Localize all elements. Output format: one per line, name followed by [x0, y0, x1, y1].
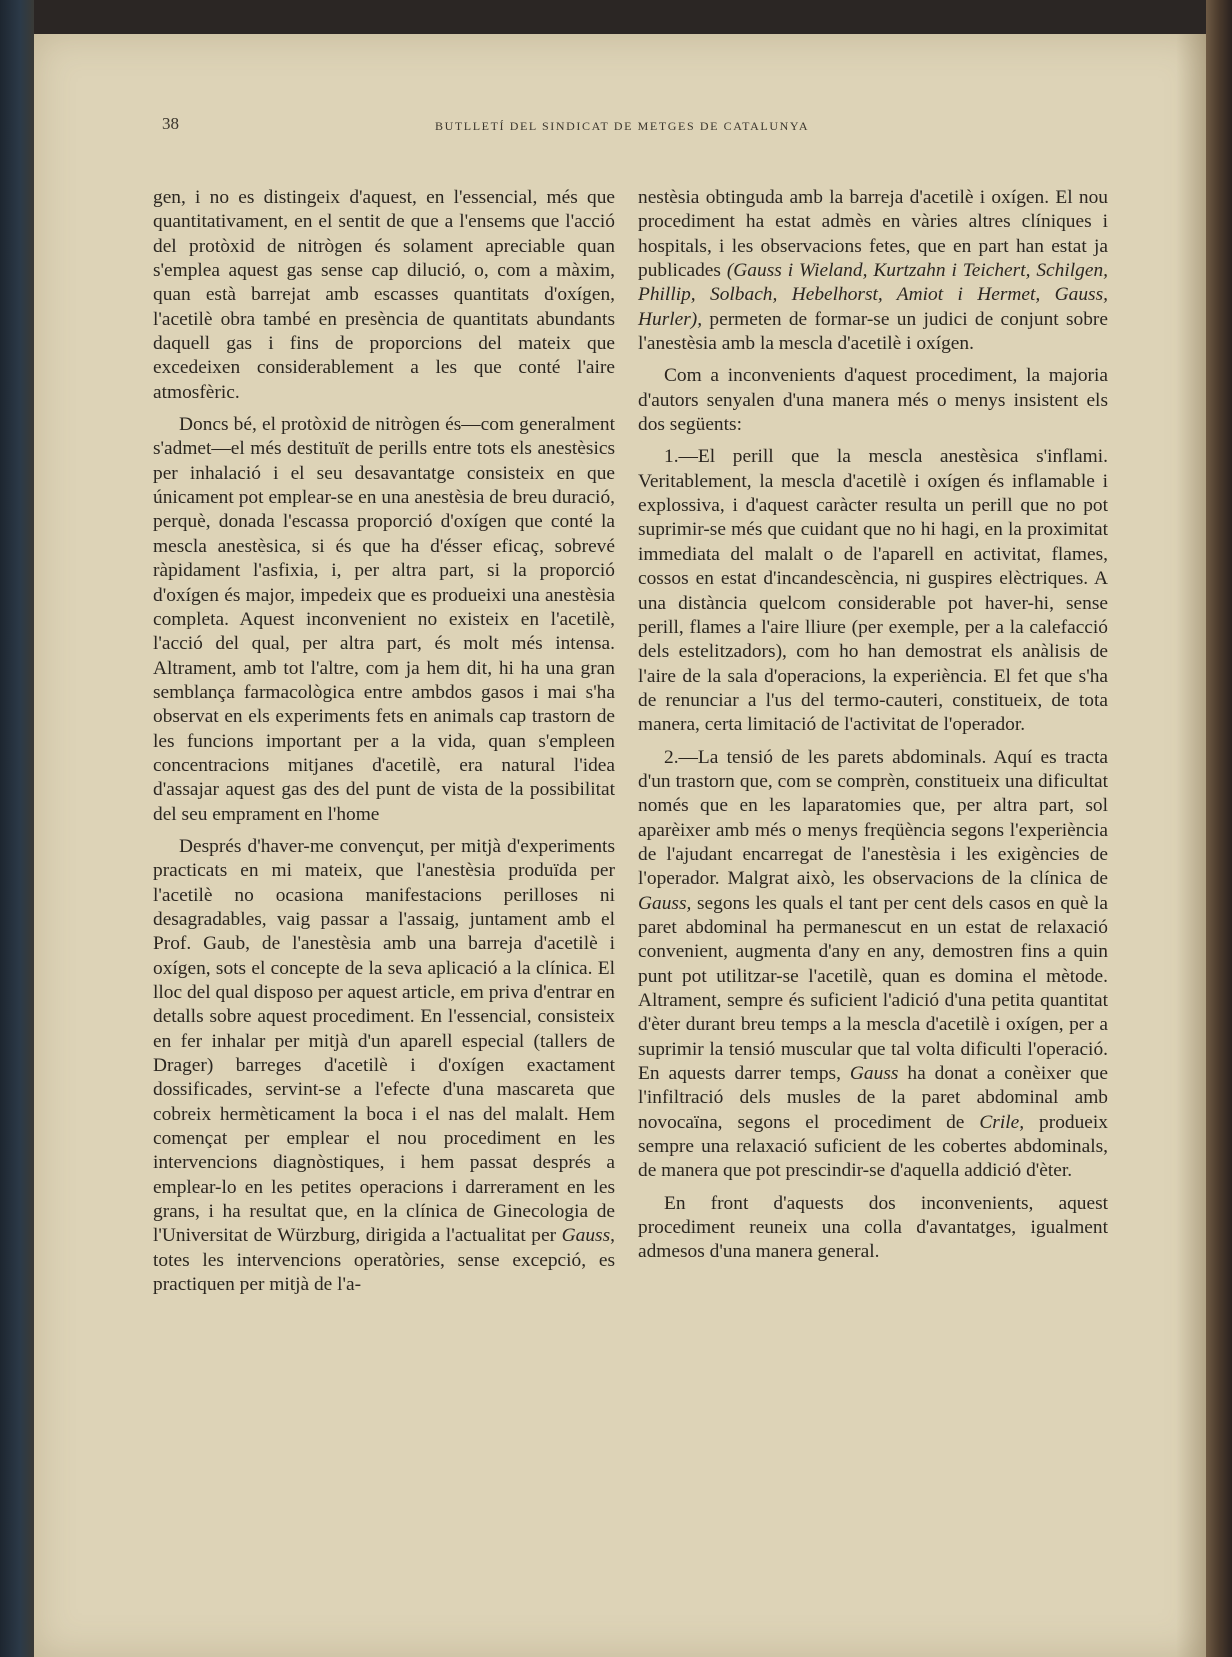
paragraph	[153, 835, 615, 1298]
book-spine-left	[0, 0, 34, 1657]
author-name: Gauss	[849, 1063, 899, 1085]
running-head: BUTLLETÍ DEL SINDICAT DE METGES DE CATALUNYA	[435, 119, 810, 133]
book-spine-right	[1206, 0, 1232, 1657]
paragraph-text: segons les quals el tant per cent dels casos en què la paret abdominal ha permanescut en un estat de relaxació convenient, augmenta d'any en any, demostren fins a quin punt pot utilitzar-se l'acetilè, quan es domina el mètode. Altrament, sempre és suficient l'adició d'una petita quantitat d'èter durant breu temps a la mescla d'acetilè i oxígen, per a suprimir la tensió muscular que tal volta dificulti l'operació. En aquests darrer temps,	[638, 892, 1108, 1085]
paragraph-text: 2.—La tensió de les parets abdominals. Aquí es tracta d'un trastorn que, com se comprèn, constitueix una dificultat només que en les laparatomies que, per altra part, sol aparèixer amb més o menys freqüència segons l'experiència de l'ajudant encarregat de l'anestèsia i les exigències de l'operador. Malgrat això, les observacions de la clínica de	[638, 746, 1108, 890]
paragraph-text: , totes les intervencions operatòries, sense excepció, es practiquen per mitjà de l'a-	[153, 1225, 615, 1296]
author-name: Crile,	[979, 1111, 1025, 1133]
paragraph: Doncs bé, el protòxid de nitrògen és—com generalment s'admet—el més destituït de perills entre tots els anestèsics per inhalació i el seu desavantatge consisteix en que únicament pot emplear-se en una anestèsia de breu duració, perquè, donada l'escassa proporció d'oxígen que conté la mescla anestèsica, si és que ha d'ésser eficaç, sobrevé ràpidament l'asfixia, i, per altra part, si la proporció d'oxígen és major, impedeix que es produeixi una anestèsia completa. Aquest inconvenient no existeix en l'acetilè, l'acció del qual, per altra part, és molt més intensa. Altrament, amb tot l'altre, com ja hem dit, hi ha una gran semblança farmacològica entre ambdos gasos i mai s'ha observat en els experiments fets en animals cap trastorn de les funcions important per a la vida, quan s'empleen concentracions mitjanes d'acetilè, era natural l'idea d'assajar aquest gas des del punt de vista de la possibilitat del seu emprament en l'home	[153, 414, 615, 825]
paragraph	[638, 186, 1108, 356]
author-name: Gauss,	[638, 892, 692, 914]
paragraph-text: Després d'haver-me convençut, per mitjà d'experiments practicats en mi mateix, que l'anestèsia produïda per l'acetilè no ocasiona manifestacions perilloses ni desagradables, vaig passar a l'assaig, juntament amb el Prof. Gaub, de l'anestèsia amb una barreja d'acetilè i oxígen, sots el concepte de la seva aplicació a la clínica. El lloc del qual disposo per aquest article, em priva d'entrar en detalls sobre aquest procediment. En l'essencial, consisteix en fer inhalar per mitjà d'un aparell especial (tallers de Drager) barreges d'acetilè i d'oxígen exactament dossificades, servint-se a l'efecte d'una mascareta que cobreix hermèticament la boca i el nas del malalt. Hem començat per emplear el nou procediment en les intervencions diagnòstiques, i hem passat després a emplear-lo en les petites operacions i darrerament en les grans, i ha resultat que, en la clínica de Ginecologia de l'Universitat de Würzburg, dirigida a l'actualitat per	[153, 835, 615, 1247]
paragraph	[638, 746, 1108, 1184]
paragraph: gen, i no es distingeix d'aquest, en l'essencial, més que quantitativament, en el sentit de que a l'ensems que l'acció del protòxid de nitrògen és solament apreciable quan s'emplea aquest gas sense cap dilució, o, com a màxim, quan està barrejat amb escasses quantitats d'oxígen, l'acetilè obra també en presència de quantitats abundants daquell gas i fins de proporcions del mateix que excedeixen considerablement a les que conté l'aire atmosfèric.	[153, 187, 615, 403]
page-header	[162, 114, 882, 138]
paragraph-text: ha donat a conèixer que l'infiltració dels musles de la paret abdominal amb novocaïna, segons el procediment de	[638, 1063, 1108, 1133]
paragraph-text: nestèsia obtinguda amb la barreja d'acetilè i oxígen. El nou procediment ha estat admès en vàries altres clíniques i hospitals, i les observacions fetes, que en part han estat ja publicades	[638, 187, 1108, 282]
reference-list: (Gauss i Wieland, Kurtzahn i Teichert, Schilgen, Phillip, Solbach, Hebelhorst, Amiot i Hermet, Gauss, Hurler),	[638, 260, 1108, 330]
page-number: 38	[162, 114, 179, 133]
page-gutter-shadow	[1176, 34, 1206, 1657]
paragraph: 1.—El perill que la mescla anestèsica s'inflami. Veritablement, la mescla d'acetilè i oxígen és inflamable i explossiva, i d'aquest caràcter resulta un perill que no pot suprimir-se més que cuidant que no hi hagi, en la proximitat immediata del malalt o de l'aparell en activitat, flames, cossos en estat d'incandescència, ni guspires elèctriques. A una distància quelcom considerable pot haver-hi, sense perill, flames a l'aire lliure (per exemple, per a la calefacció dels estelitzadors), com ho han demostrat els anàlisis de l'aire de la sala d'operacions, la experiència. El fet que s'ha de renunciar a l'us del termo-cauteri, constitueix, de tota manera, certa limitació de l'activitat de l'operador.	[638, 446, 1108, 736]
paragraph: En front d'aquests dos inconvenients, aquest procediment reuneix una colla d'avantatges, igualment admesos d'una manera general.	[638, 1192, 1108, 1263]
document-page	[34, 34, 1206, 1657]
paragraph-text: permeten de formar-se un judici de conjunt sobre l'anestèsia amb la mescla d'acetilè i oxígen.	[638, 308, 1108, 355]
paragraph-text: produeix sempre una relaxació suficient de les cobertes abdominals, de manera que pot prescindir-se d'aquella addició d'èter.	[638, 1111, 1108, 1182]
right-column	[638, 186, 1108, 1265]
left-column	[153, 186, 615, 1297]
author-name: Gauss	[561, 1225, 611, 1247]
paragraph: Com a inconvenients d'aquest procediment, la majoria d'autors senyalen d'una manera més o menys insistent els dos següents:	[638, 365, 1108, 436]
